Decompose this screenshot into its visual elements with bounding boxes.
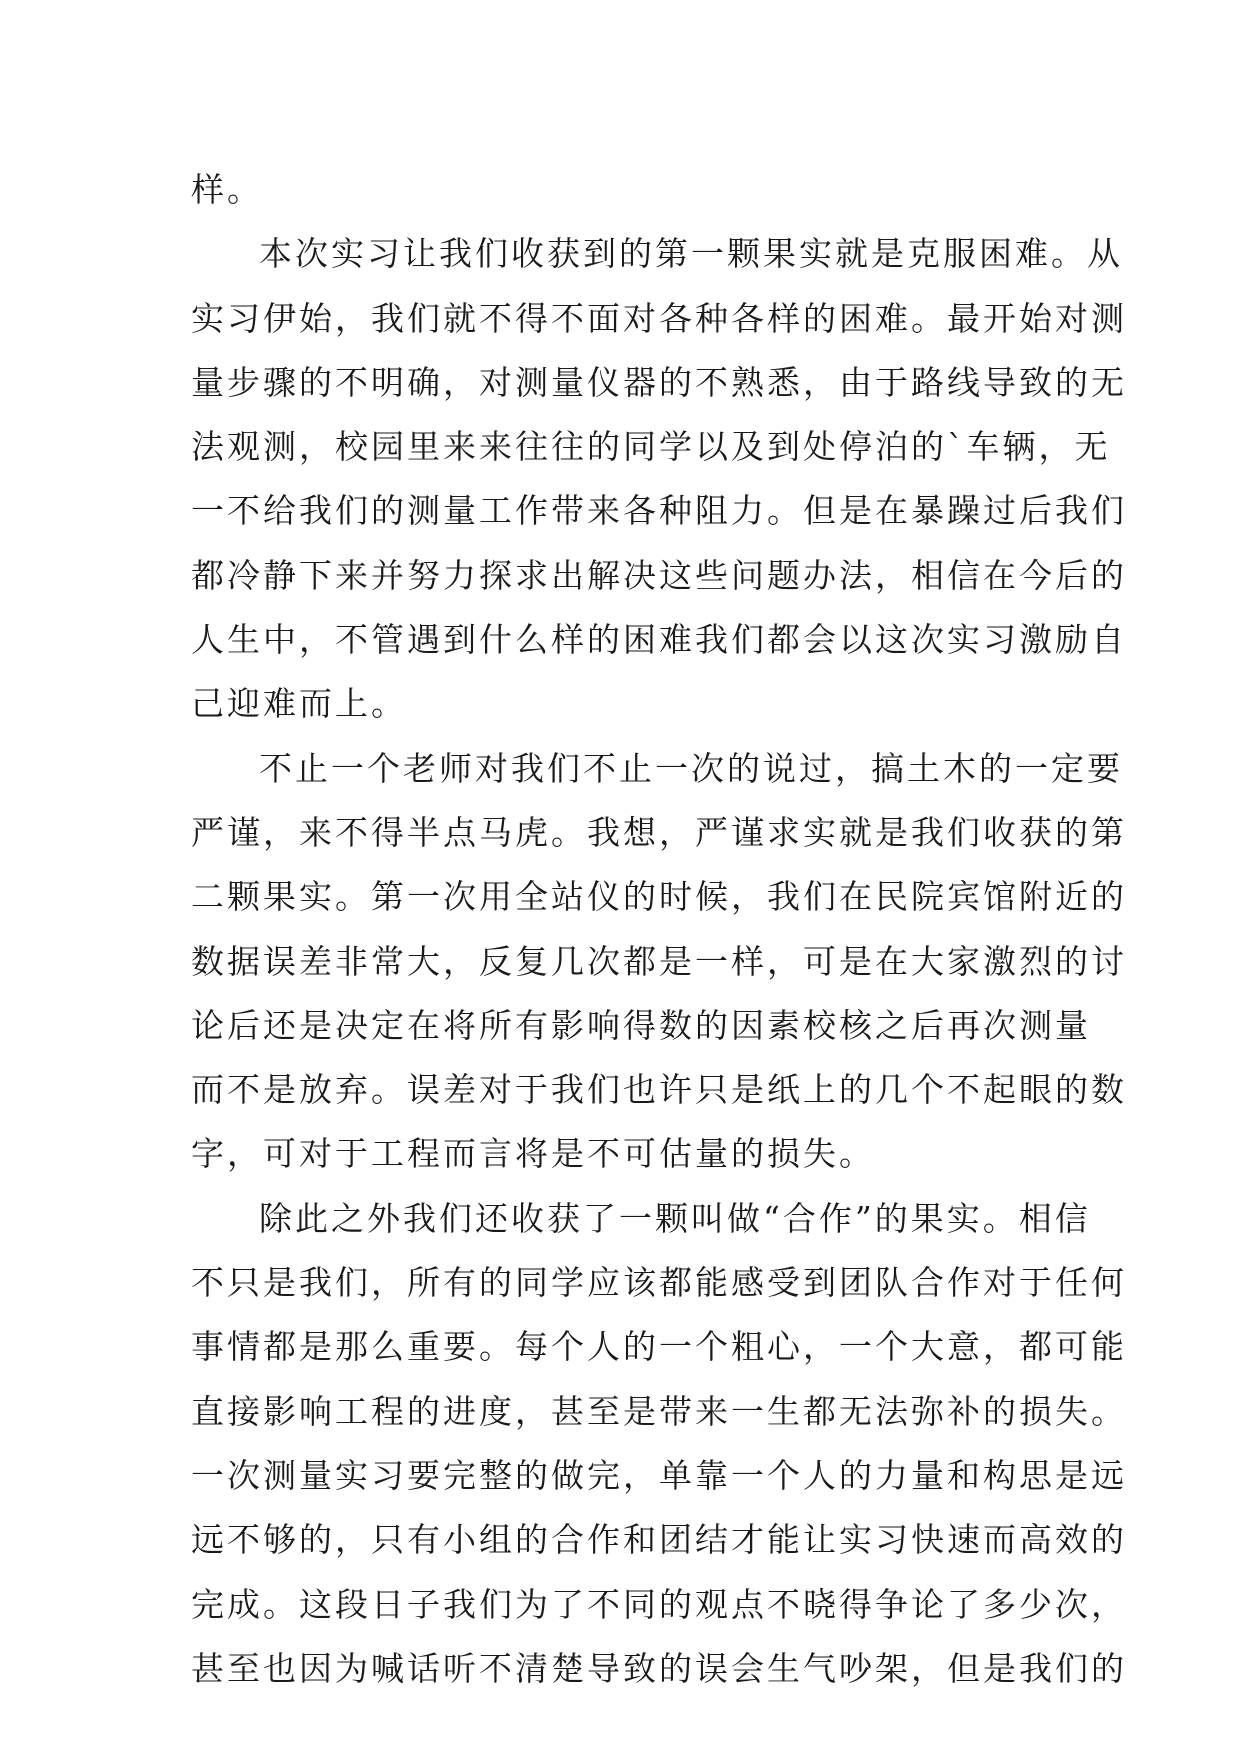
text-line: 一不给我们的测量工作带来各种阻力。但是在暴躁过后我们 xyxy=(191,491,1127,531)
text-line: 一次测量实习要完整的做完，单靠一个人的力量和构思是远 xyxy=(191,1455,1127,1495)
text-line: 直接影响工程的进度，甚至是带来一生都无法弥补的损失。 xyxy=(191,1391,1127,1431)
text-line: 事情都是那么重要。每个人的一个粗心，一个大意，都可能 xyxy=(191,1327,1127,1367)
text-line: 量步骤的不明确，对测量仪器的不熟悉，由于路线导致的无 xyxy=(191,362,1127,402)
body-text xyxy=(191,158,1127,1701)
text-line: 甚至也因为喊话听不清楚导致的误会生气吵架，但是我们的 xyxy=(191,1648,1127,1688)
text-line: 严谨，来不得半点马虎。我想，严谨求实就是我们收获的第 xyxy=(191,812,1127,852)
text-line: 字，可对于工程而言将是不可估量的损失。 xyxy=(191,1134,875,1174)
text-line: 实习伊始，我们就不得不面对各种各样的困难。最开始对测 xyxy=(191,298,1127,338)
text-line: 法观测，校园里来来往往的同学以及到处停泊的`车辆，无 xyxy=(191,427,1111,467)
text-line: 数据误差非常大，反复几次都是一样，可是在大家激烈的讨 xyxy=(191,941,1127,981)
text-line: 都冷静下来并努力探求出解决这些问题办法，相信在今后的 xyxy=(191,555,1127,595)
text-line: 样。 xyxy=(191,170,263,209)
text-line: 人生中，不管遇到什么样的困难我们都会以这次实习激励自 xyxy=(191,620,1127,660)
text-line: 二颗果实。第一次用全站仪的时候，我们在民院宾馆附近的 xyxy=(191,877,1127,917)
paragraph-first-line: 本次实习让我们收获到的第一颗果实就是克服困难。从 xyxy=(259,234,1123,274)
paragraph-first-line: 不止一个老师对我们不止一次的说过，搞土木的一定要 xyxy=(259,748,1123,788)
text-line: 而不是放弃。误差对于我们也许只是纸上的几个不起眼的数 xyxy=(191,1070,1127,1110)
text-line: 不只是我们，所有的同学应该都能感受到团队合作对于任何 xyxy=(191,1263,1127,1303)
text-line: 完成。这段日子我们为了不同的观点不晓得争论了多少次， xyxy=(191,1584,1127,1624)
paragraph-first-line: 除此之外我们还收获了一颗叫做“合作”的果实。相信 xyxy=(259,1198,1091,1238)
text-line: 论后还是决定在将所有影响得数的因素校核之后再次测量 xyxy=(191,1005,1091,1045)
text-line: 远不够的，只有小组的合作和团结才能让实习快速而高效的 xyxy=(191,1520,1127,1560)
text-line: 己迎难而上。 xyxy=(191,684,407,724)
